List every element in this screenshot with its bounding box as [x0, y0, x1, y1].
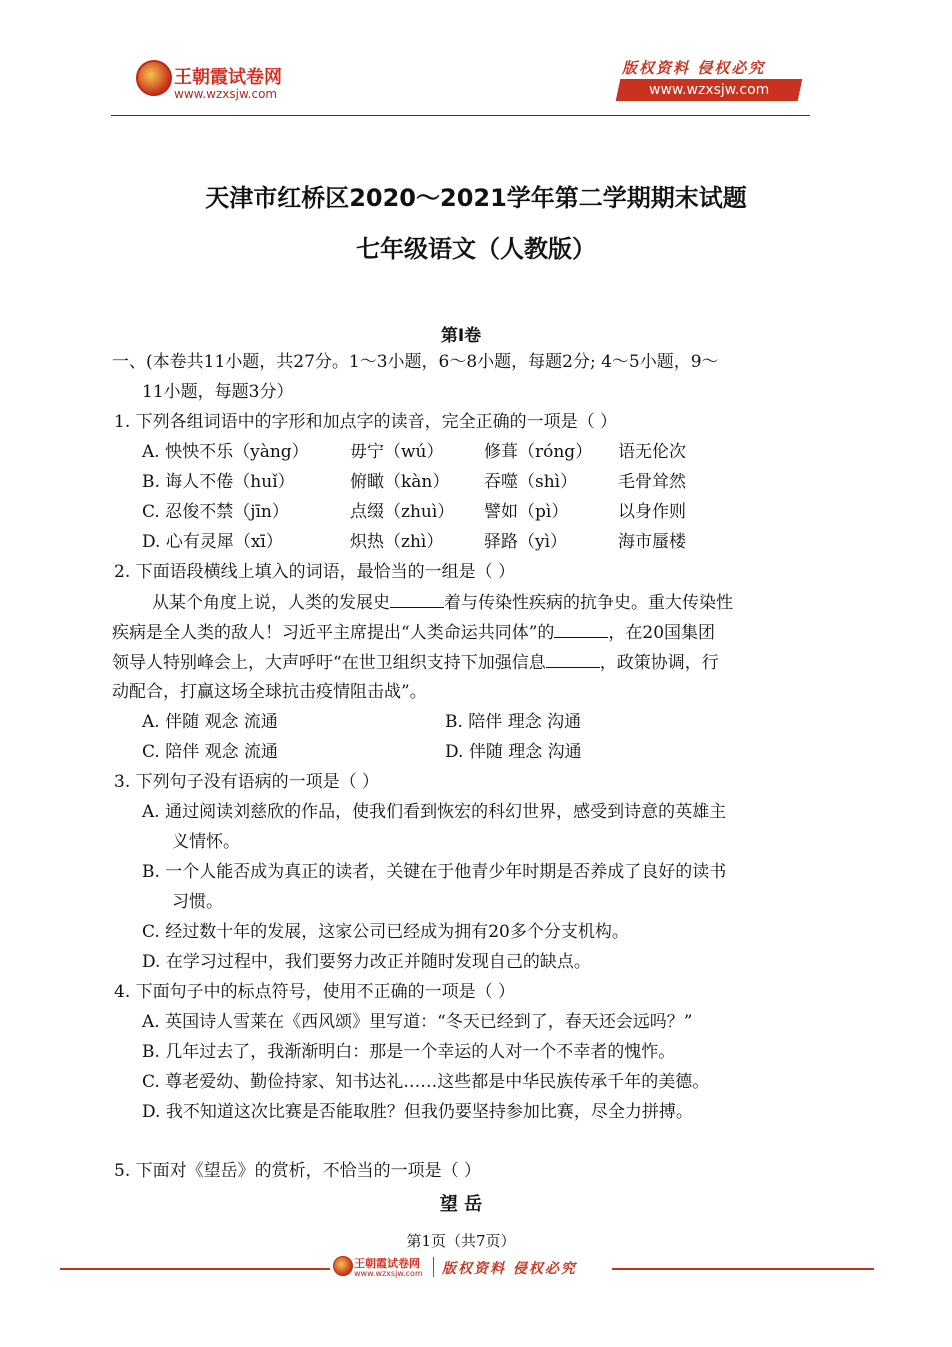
q3-option-c: C. 经过数十年的发展，这家公司已经成为拥有20多个分支机构。: [142, 922, 629, 942]
q2-p1-part1: 从某个角度上说，人类的发展史: [152, 593, 390, 613]
q2-blank-1: [390, 591, 444, 608]
header: [0, 0, 952, 120]
q4-option-c: C. 尊老爱幼、勤俭持家、知书达礼……这些都是中华民族传承千年的美德。: [142, 1072, 710, 1092]
q2-option-b: B. 陪伴 理念 沟通: [445, 712, 582, 732]
q2-blank-3: [546, 651, 600, 668]
q3-option-a-line1: A. 通过阅读刘慈欣的作品，使我们看到恢宏的科幻世界，感受到诗意的英雄主: [142, 802, 727, 822]
q2-passage-line4: 动配合，打赢这场全球抗击疫情阻击战”。: [112, 682, 427, 702]
q2-passage-line2: [112, 621, 715, 644]
q1-c-col2: 点缀（zhuì）: [350, 502, 455, 522]
q4-option-b: B. 几年过去了，我渐渐明白：那是一个幸运的人对一个不幸者的愧怍。: [142, 1042, 676, 1062]
q1-a-col3: 修葺（róng）: [484, 442, 593, 462]
q1-b-col2: 俯瞰（kàn）: [350, 472, 450, 492]
q1-b-col1: B. 诲人不倦（huǐ）: [142, 472, 295, 492]
url-banner-text: www.wzxsjw.com: [648, 82, 770, 98]
brand-name: 王朝霞试卷网: [174, 67, 282, 88]
footer-logo-icon: [333, 1256, 353, 1276]
q2-option-d: D. 伴随 理念 沟通: [445, 742, 582, 762]
q1-b-col3: 吞噬（shì）: [484, 472, 578, 492]
q3-option-b-line1: B. 一个人能否成为真正的读者，关键在于他青少年时期是否养成了良好的读书: [142, 862, 727, 882]
footer: [0, 1225, 952, 1295]
q4-stem: 4. 下面句子中的标点符号，使用不正确的一项是（ ）: [114, 982, 516, 1002]
q1-d-col2: 炽热（zhì）: [350, 532, 444, 552]
part1-heading-line1: 一、(本卷共11小题，共27分。1～3小题，6～8小题，每题2分; 4～5小题，9～: [112, 352, 719, 372]
q1-a-col2: 毋宁（wú）: [350, 442, 444, 462]
footer-url: www.wzxsjw.com: [354, 1269, 423, 1278]
q4-option-d: D. 我不知道这次比赛是否能取胜？但我仍要坚持参加比赛，尽全力拼搏。: [142, 1102, 693, 1122]
brand-logo-icon: [136, 60, 172, 96]
url-banner: [616, 79, 803, 101]
exam-subtitle: 七年级语文（人教版）: [356, 235, 596, 263]
q2-option-c: C. 陪伴 观念 流通: [142, 742, 279, 762]
q2-blank-2: [554, 621, 608, 638]
q1-a-col1: A. 怏怏不乐（yàng）: [142, 442, 309, 462]
poem-title: 望 岳: [439, 1194, 483, 1215]
q4-option-a: A. 英国诗人雪莱在《西风颂》里写道：“冬天已经到了，春天还会远吗？”: [142, 1012, 693, 1032]
page-number: 第1页（共7页）: [406, 1232, 516, 1250]
footer-divider-left: [60, 1268, 330, 1270]
q2-p2-part2: ，在20国集团: [608, 623, 716, 643]
q2-p3-part2: ，政策协调，行: [599, 653, 719, 673]
brand-url: www.wzxsjw.com: [174, 87, 278, 101]
q1-c-col1: C. 忍俊不禁（jīn）: [142, 502, 289, 522]
exam-title: 天津市红桥区2020～2021学年第二学期期末试题: [205, 184, 747, 212]
footer-brand: 王朝霞试卷网: [354, 1257, 420, 1270]
q1-c-col3: 譬如（pì）: [484, 502, 569, 522]
copyright-notice: 版权资料 侵权必究: [622, 59, 766, 77]
q1-c-col4: 以身作则: [618, 502, 686, 522]
q2-stem: 2. 下面语段横线上填入的词语，最恰当的一组是（ ）: [114, 562, 516, 582]
header-divider: [111, 115, 810, 116]
part1-heading-line2: 11小题，每题3分）: [142, 382, 294, 402]
q1-stem: 1. 下列各组词语中的字形和加点字的读音，完全正确的一项是（ ）: [114, 412, 618, 432]
q3-option-b-line2: 习惯。: [172, 892, 223, 912]
q3-stem: 3. 下列句子没有语病的一项是（ ）: [114, 772, 380, 792]
q2-option-a: A. 伴随 观念 流通: [142, 712, 278, 732]
q1-d-col3: 驿路（yì）: [484, 532, 568, 552]
q2-p1-part2: 着与传染性疾病的抗争史。重大传染性: [444, 593, 733, 613]
section-heading: 第Ⅰ卷: [440, 326, 482, 346]
q1-b-col4: 毛骨耸然: [618, 472, 686, 492]
footer-divider-right: [612, 1268, 874, 1270]
q1-d-col1: D. 心有灵犀（xī）: [142, 532, 283, 552]
q1-a-col4: 语无伦次: [618, 442, 686, 462]
footer-copyright: 版权资料 侵权必究: [442, 1261, 577, 1277]
q2-passage-line1: [152, 591, 733, 614]
q5-stem: 5. 下面对《望岳》的赏析，不恰当的一项是（ ）: [114, 1161, 482, 1181]
q3-option-a-line2: 义情怀。: [172, 832, 240, 852]
q2-p2-part1: 疾病是全人类的敌人！习近平主席提出“人类命运共同体”的: [112, 623, 555, 643]
footer-separator: [433, 1257, 434, 1277]
q2-p3-part1: 领导人特别峰会上，大声呼吁“在世卫组织支持下加强信息: [112, 653, 546, 673]
q2-passage-line3: [112, 651, 719, 674]
q3-option-d: D. 在学习过程中，我们要努力改正并随时发现自己的缺点。: [142, 952, 591, 972]
q1-d-col4: 海市蜃楼: [618, 532, 686, 552]
